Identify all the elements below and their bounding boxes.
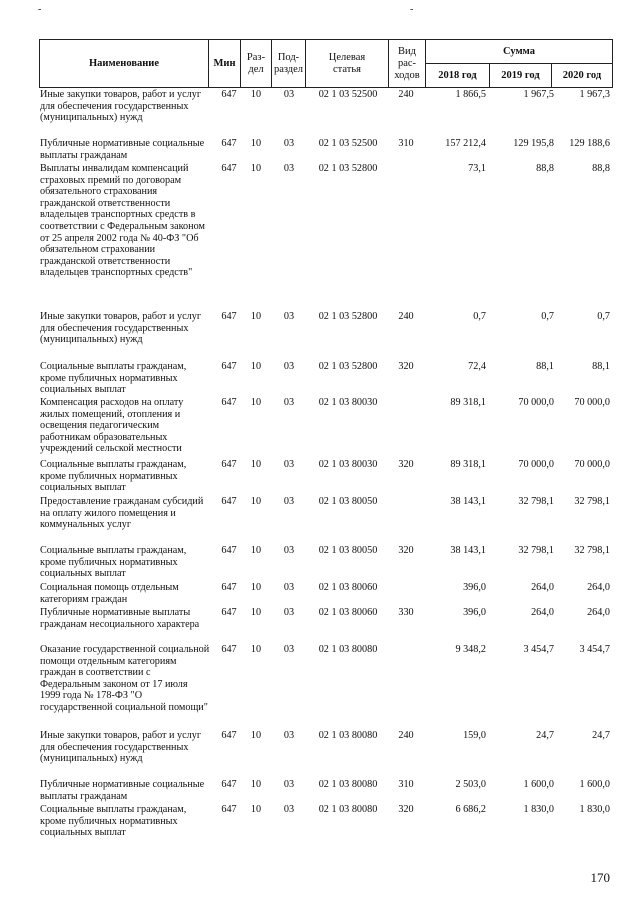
header-summa: Сумма — [503, 45, 535, 57]
cell-podrazdel: 03 — [283, 545, 295, 556]
cell-name: Иные закупки товаров, работ и услуг для обеспечения государственных (муниципальных) нужд — [40, 311, 201, 346]
cell-name: Иные закупки товаров, работ и услуг для обеспечения государственных (муниципальных) нужд — [40, 89, 201, 124]
cell-min: 647 — [221, 459, 237, 470]
header-2018: 2018 год — [438, 69, 477, 81]
cell-2020: 1 600,0 — [579, 779, 610, 790]
cell-podrazdel: 03 — [283, 644, 295, 655]
cell-2020: 70 000,0 — [574, 459, 610, 470]
header-name: Наименование — [89, 57, 159, 69]
cell-2019: 1 967,5 — [523, 89, 554, 100]
cell-2019: 70 000,0 — [518, 397, 554, 408]
cell-2019: 3 454,7 — [523, 644, 554, 655]
cell-2020: 264,0 — [587, 582, 610, 593]
cell-razdel: 10 — [250, 496, 262, 507]
cell-2020: 3 454,7 — [579, 644, 610, 655]
cell-2018: 73,1 — [468, 163, 486, 174]
cell-2018: 89 318,1 — [450, 459, 486, 470]
cell-statya: 02 1 03 52800 — [318, 361, 378, 372]
cell-vid: 320 — [398, 804, 414, 815]
cell-min: 647 — [221, 311, 237, 322]
cell-statya: 02 1 03 80080 — [318, 779, 378, 790]
cell-2019: 129 195,8 — [513, 138, 554, 149]
cell-name: Публичные нормативные выплаты гражданам несоциального характера — [40, 607, 200, 630]
cell-2020: 32 798,1 — [574, 496, 610, 507]
cell-2020: 24,7 — [592, 730, 610, 741]
cell-2020: 264,0 — [587, 607, 610, 618]
cell-2018: 159,0 — [463, 730, 486, 741]
cell-2018: 89 318,1 — [450, 397, 486, 408]
cell-razdel: 10 — [250, 163, 262, 174]
cell-vid: 320 — [398, 545, 414, 556]
cell-statya: 02 1 03 80030 — [318, 397, 378, 408]
cell-name: Социальные выплаты гражданам, кроме публичных нормативных социальных выплат — [40, 545, 187, 580]
cell-statya: 02 1 03 52500 — [318, 138, 378, 149]
cell-2018: 38 143,1 — [450, 496, 486, 507]
cell-min: 647 — [221, 545, 237, 556]
cell-vid: 240 — [398, 311, 414, 322]
cell-2020: 129 188,6 — [569, 138, 610, 149]
cell-statya: 02 1 03 80050 — [318, 545, 378, 556]
cell-min: 647 — [221, 804, 237, 815]
cell-2018: 396,0 — [463, 582, 486, 593]
cell-podrazdel: 03 — [283, 779, 295, 790]
cell-2018: 0,7 — [473, 311, 486, 322]
cell-2019: 32 798,1 — [518, 496, 554, 507]
header-podrazdel: Под- раздел — [273, 51, 304, 75]
cell-2019: 70 000,0 — [518, 459, 554, 470]
cell-2018: 1 866,5 — [455, 89, 486, 100]
cell-razdel: 10 — [250, 644, 262, 655]
cell-min: 647 — [221, 496, 237, 507]
cell-min: 647 — [221, 138, 237, 149]
cell-razdel: 10 — [250, 138, 262, 149]
cell-2019: 1 600,0 — [523, 779, 554, 790]
cell-podrazdel: 03 — [283, 138, 295, 149]
cell-2018: 6 686,2 — [455, 804, 486, 815]
cell-statya: 02 1 03 52800 — [318, 311, 378, 322]
cell-vid: 240 — [398, 89, 414, 100]
cell-min: 647 — [221, 163, 237, 174]
cell-podrazdel: 03 — [283, 582, 295, 593]
cell-name: Компенсация расходов на оплату жилых помещений, отопления и освещения педагогическим работникам образовательных учреждений сельской местности — [40, 397, 184, 455]
scan-mark-center: - — [410, 4, 414, 15]
cell-2020: 88,8 — [592, 163, 610, 174]
cell-min: 647 — [221, 582, 237, 593]
cell-vid: 310 — [398, 779, 414, 790]
header-2019: 2019 год — [501, 69, 540, 81]
cell-2019: 0,7 — [541, 311, 554, 322]
cell-statya: 02 1 03 52500 — [318, 89, 378, 100]
cell-statya: 02 1 03 80080 — [318, 730, 378, 741]
cell-statya: 02 1 03 52800 — [318, 163, 378, 174]
header-statya: Целевая статья — [328, 51, 366, 75]
cell-podrazdel: 03 — [283, 163, 295, 174]
cell-podrazdel: 03 — [283, 89, 295, 100]
cell-statya: 02 1 03 80060 — [318, 582, 378, 593]
cell-podrazdel: 03 — [283, 730, 295, 741]
cell-name: Социальные выплаты гражданам, кроме публичных нормативных социальных выплат — [40, 459, 187, 494]
cell-podrazdel: 03 — [283, 804, 295, 815]
cell-razdel: 10 — [250, 89, 262, 100]
cell-name: Социальные выплаты гражданам, кроме публичных нормативных социальных выплат — [40, 361, 187, 396]
cell-podrazdel: 03 — [283, 459, 295, 470]
cell-razdel: 10 — [250, 545, 262, 556]
cell-statya: 02 1 03 80080 — [318, 804, 378, 815]
cell-razdel: 10 — [250, 607, 262, 618]
cell-2018: 9 348,2 — [455, 644, 486, 655]
cell-vid: 320 — [398, 361, 414, 372]
header-2020: 2020 год — [562, 69, 602, 81]
cell-name: Социальные выплаты гражданам, кроме публичных нормативных социальных выплат — [40, 804, 187, 839]
cell-2020: 88,1 — [592, 361, 610, 372]
cell-podrazdel: 03 — [283, 311, 295, 322]
cell-name: Оказание государственной социальной помощи отдельным категориям граждан в соответствии с Федеральным законом от 17 июля 1999 года № 178-ФЗ "О государственной социальной помощи" — [40, 644, 210, 713]
cell-statya: 02 1 03 80030 — [318, 459, 378, 470]
header-razdel: Раз- дел — [246, 51, 266, 75]
cell-podrazdel: 03 — [283, 361, 295, 372]
cell-name: Выплаты инвалидам компенсаций страховых премий по договорам обязательного страхования гражданской ответственности владельцев транспортных средств в соответствии с Федеральным законом от 25 апреля 2002 года № 40-ФЗ "Об обязательном страховании гражданской ответственности владельцев транспортных средств" — [40, 163, 205, 279]
cell-2019: 88,1 — [536, 361, 554, 372]
cell-2018: 396,0 — [463, 607, 486, 618]
cell-vid: 330 — [398, 607, 414, 618]
cell-name: Публичные нормативные социальные выплаты гражданам — [40, 779, 205, 802]
cell-razdel: 10 — [250, 397, 262, 408]
cell-2018: 157 212,4 — [445, 138, 486, 149]
scan-mark-left: - — [38, 4, 42, 15]
cell-min: 647 — [221, 779, 237, 790]
cell-2020: 1 830,0 — [579, 804, 610, 815]
cell-name: Иные закупки товаров, работ и услуг для обеспечения государственных (муниципальных) нужд — [40, 730, 201, 765]
cell-vid: 320 — [398, 459, 414, 470]
cell-statya: 02 1 03 80060 — [318, 607, 378, 618]
cell-razdel: 10 — [250, 804, 262, 815]
page-number: 170 — [590, 870, 610, 885]
cell-razdel: 10 — [250, 361, 262, 372]
cell-name: Предоставление гражданам субсидий на оплату жилого помещения и коммунальных услуг — [40, 496, 204, 531]
cell-razdel: 10 — [250, 730, 262, 741]
cell-2019: 32 798,1 — [518, 545, 554, 556]
cell-2019: 264,0 — [531, 607, 554, 618]
cell-razdel: 10 — [250, 311, 262, 322]
cell-statya: 02 1 03 80050 — [318, 496, 378, 507]
cell-2020: 32 798,1 — [574, 545, 610, 556]
cell-razdel: 10 — [250, 582, 262, 593]
cell-min: 647 — [221, 89, 237, 100]
header-vid: Вид рас- ходов — [394, 45, 420, 81]
cell-vid: 310 — [398, 138, 414, 149]
cell-2019: 88,8 — [536, 163, 554, 174]
cell-2019: 24,7 — [536, 730, 554, 741]
cell-razdel: 10 — [250, 779, 262, 790]
cell-name: Социальная помощь отдельным категориям граждан — [40, 582, 179, 605]
cell-min: 647 — [221, 730, 237, 741]
cell-name: Публичные нормативные социальные выплаты гражданам — [40, 138, 205, 161]
header-min: Мин — [213, 57, 236, 69]
cell-min: 647 — [221, 607, 237, 618]
cell-min: 647 — [221, 361, 237, 372]
cell-2018: 72,4 — [468, 361, 486, 372]
cell-podrazdel: 03 — [283, 496, 295, 507]
cell-2020: 70 000,0 — [574, 397, 610, 408]
cell-2018: 2 503,0 — [455, 779, 486, 790]
cell-2020: 1 967,3 — [579, 89, 610, 100]
cell-vid: 240 — [398, 730, 414, 741]
cell-statya: 02 1 03 80080 — [318, 644, 378, 655]
cell-2018: 38 143,1 — [450, 545, 486, 556]
cell-razdel: 10 — [250, 459, 262, 470]
cell-podrazdel: 03 — [283, 397, 295, 408]
cell-podrazdel: 03 — [283, 607, 295, 618]
cell-2020: 0,7 — [597, 311, 610, 322]
cell-min: 647 — [221, 644, 237, 655]
cell-2019: 1 830,0 — [523, 804, 554, 815]
cell-2019: 264,0 — [531, 582, 554, 593]
cell-min: 647 — [221, 397, 237, 408]
